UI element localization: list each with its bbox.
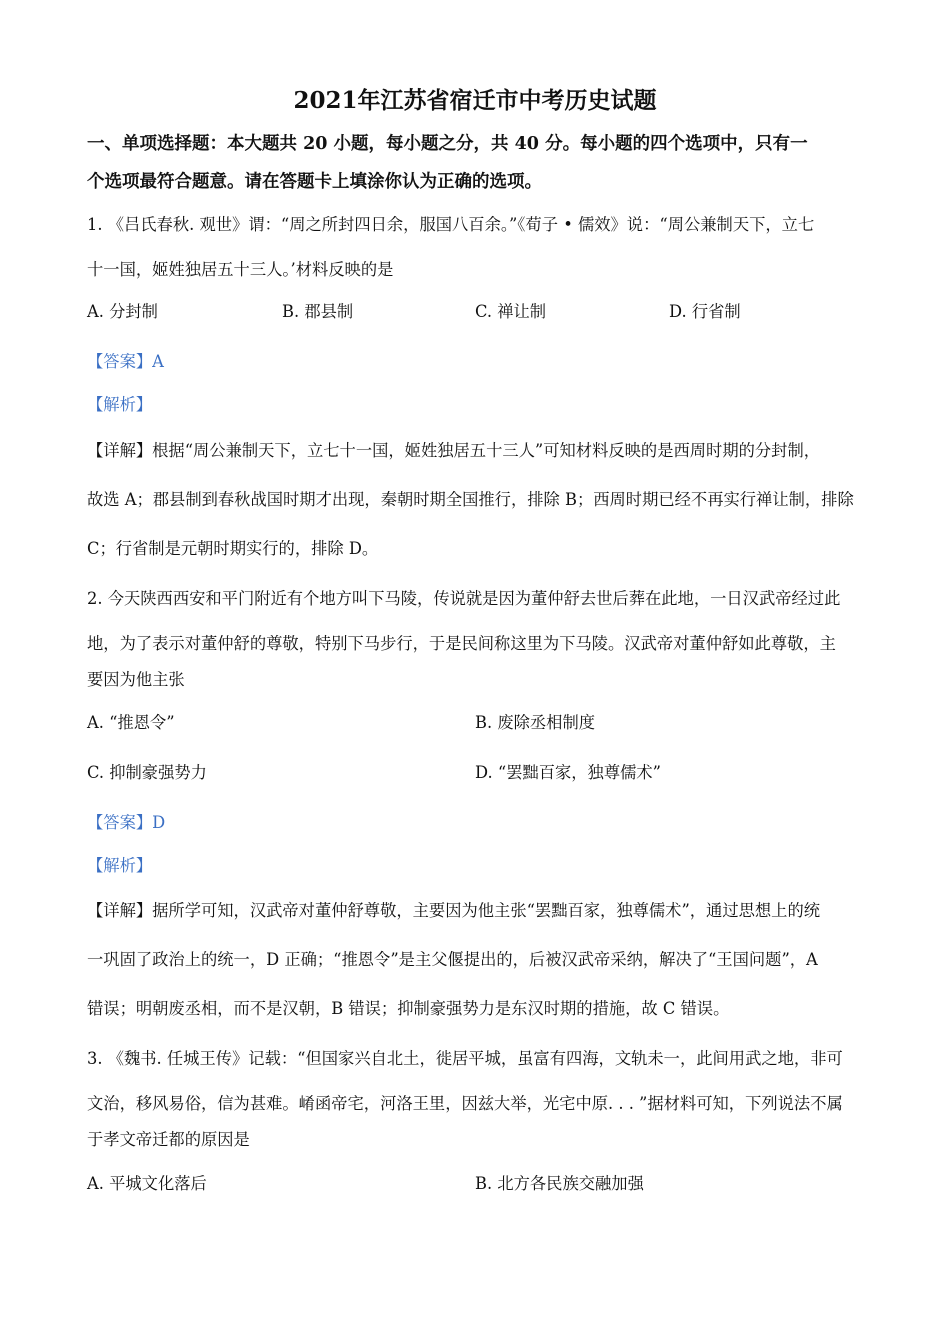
question-stem-line: 要因为他主张: [87, 670, 185, 689]
option-a: A. “推恩令”: [87, 713, 175, 732]
detail-line: C；行省制是元朝时期实行的，排除 D。: [87, 539, 379, 558]
option-c: C. 禅让制: [475, 302, 547, 321]
detail-line: 【详解】根据“周公兼制天下，立七十一国，姬姓独居五十三人”可知材料反映的是西周时期的分封制，: [87, 441, 821, 460]
option-d: D. 行省制: [669, 302, 741, 321]
option-a: A. 平城文化落后: [87, 1174, 207, 1193]
answer-line: [87, 348, 164, 372]
question-stem-line: 十一国，姬姓独居五十三人。’材料反映的是: [87, 260, 394, 279]
question-stem-line: 地，为了表示对董仲舒的尊敬，特别下马步行，于是民间称这里为下马陵。汉武帝对董仲舒如此尊敬，主: [87, 634, 836, 653]
question-stem-line: 文治，移风易俗，信为甚难。崤函帝宅，河洛王里，因兹大举，光宅中原. . . ”据材料可知，下列说法不属: [87, 1094, 843, 1113]
answer-label: 【答案】D: [87, 813, 166, 832]
question-stem-line: 3. 《魏书. 任城王传》记载：“但国家兴自北土，徙居平城，虽富有四海，文轨未一，此间用武之地，非可: [87, 1049, 843, 1068]
option-b: B. 北方各民族交融加强: [475, 1174, 644, 1193]
section-instruction-line-2: 个选项最符合题意。请在答题卡上填涂你认为正确的选项。: [87, 172, 542, 192]
section-instruction-line-1: 一、单项选择题：本大题共 20 小题，每小题之分，共 40 分。每小题的四个选项中，只有一: [87, 134, 808, 154]
analysis-label: 【解析】: [87, 856, 153, 875]
analysis-label: 【解析】: [87, 395, 153, 414]
answer-line: [87, 809, 165, 833]
option-c: C. 抑制豪强势力: [87, 763, 207, 782]
detail-line: 错误；明朝废丞相，而不是汉朝，B 错误；抑制豪强势力是东汉时期的措施，故 C 错误。: [87, 999, 730, 1018]
option-a: A. 分封制: [87, 302, 158, 321]
page-title: 2021年江苏省宿迁市中考历史试题: [293, 87, 657, 114]
answer-label: 【答案】A: [87, 352, 164, 371]
question-stem-line: 于孝文帝迁都的原因是: [87, 1130, 250, 1149]
question-stem-line: 2. 今天陕西西安和平门附近有个地方叫下马陵，传说就是因为董仲舒去世后葬在此地，一日汉武帝经过此: [87, 589, 841, 608]
option-b: B. 废除丞相制度: [475, 713, 596, 732]
detail-line: 【详解】据所学可知，汉武帝对董仲舒尊敬，主要因为他主张“罢黜百家，独尊儒术”，通过思想上的统: [87, 901, 821, 920]
question-stem-line: 1. 《吕氏春秋. 观世》谓：“周之所封四日余，服国八百余。”《荀子 • 儒效》说：“周公兼制天下，立七: [87, 215, 815, 234]
option-b: B. 郡县制: [282, 302, 354, 321]
option-d: D. “罢黜百家，独尊儒术”: [475, 763, 662, 782]
detail-line: 一巩固了政治上的统一，D 正确；“推恩令”是主父偃提出的，后被汉武帝采纳，解决了“王国问题”，A: [87, 950, 818, 969]
detail-line: 故选 A；郡县制到春秋战国时期才出现，秦朝时期全国推行，排除 B；西周时期已经不再实行禅让制，排除: [87, 490, 854, 509]
